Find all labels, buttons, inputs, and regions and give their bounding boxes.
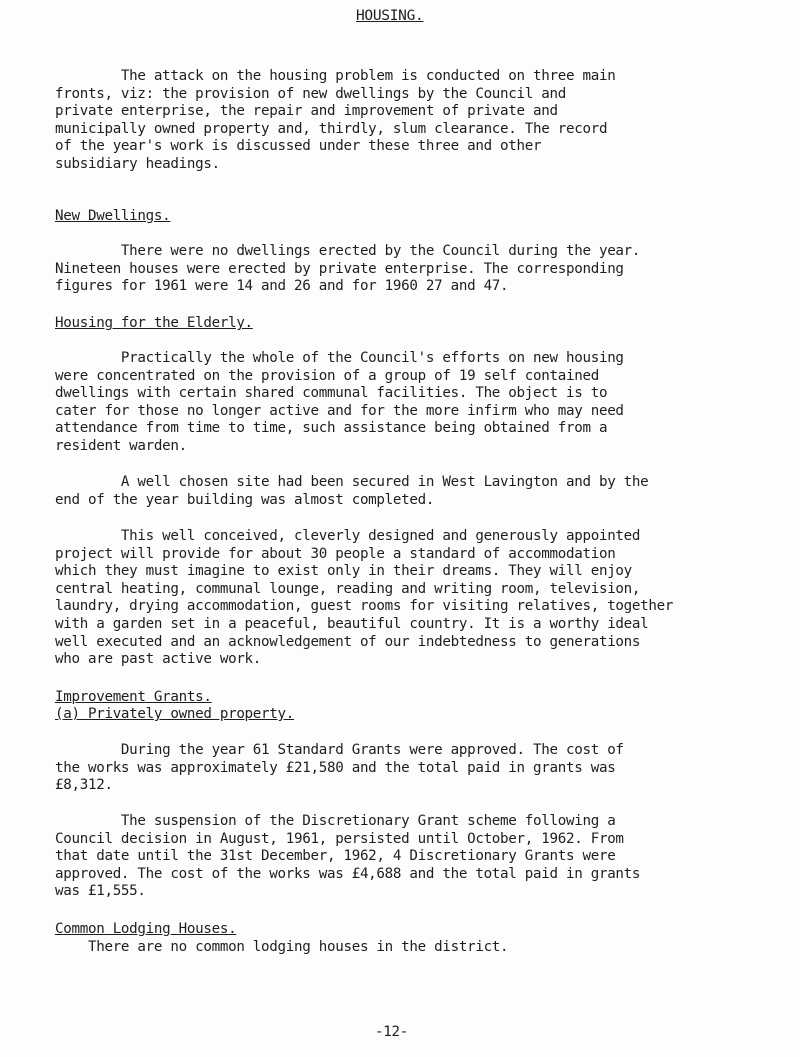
improvement-paragraph-1 <box>55 742 800 795</box>
text-line: The attack on the housing problem is conducted on three main <box>55 68 616 84</box>
text-line: £8,312. <box>55 777 113 794</box>
text-line: with a garden set in a peaceful, beautiful country. It is a worthy ideal <box>55 615 649 632</box>
text-line: of the year's work is discussed under these three and other <box>55 138 542 155</box>
text-line: which they must imagine to exist only in their dreams. They will enjoy <box>55 563 632 580</box>
text-line: private enterprise, the repair and improvement of private and <box>55 103 558 120</box>
text-line: cater for those no longer active and for the more infirm who may need <box>55 402 624 419</box>
text-line: attendance from time to time, such assistance being obtained from a <box>55 420 608 437</box>
text-line: There were no dwellings erected by the Council during the year. <box>55 243 641 259</box>
improvement-paragraph-2 <box>55 813 800 901</box>
text-line: This well conceived, cleverly designed and generously appointed <box>55 528 641 544</box>
text-line: A well chosen site had been secured in West Lavington and by the <box>55 474 649 490</box>
section-heading-elderly: Housing for the Elderly. <box>55 315 253 331</box>
text-line: Practically the whole of the Council's efforts on new housing <box>55 350 624 366</box>
page-number: -12- <box>375 1024 408 1040</box>
text-line: who are past active work. <box>55 651 262 668</box>
text-line: municipally owned property and, thirdly, slum clearance. The record <box>55 120 608 137</box>
section-heading-new-dwellings: New Dwellings. <box>55 208 171 224</box>
text-line: approved. The cost of the works was £4,688 and the total paid in grants <box>55 865 641 882</box>
text-line: Council decision in August, 1961, persisted until October, 1962. From <box>55 830 624 847</box>
elderly-paragraph-1 <box>55 350 800 456</box>
elderly-paragraph-2 <box>55 474 800 509</box>
text-line: well executed and an acknowledgement of our indebtedness to generations <box>55 633 641 650</box>
text-line: end of the year building was almost completed. <box>55 491 435 508</box>
section-heading-lodging-houses: Common Lodging Houses. <box>55 921 237 937</box>
text-line: subsidiary headings. <box>55 155 220 172</box>
text-line: laundry, drying accommodation, guest rooms for visiting relatives, together <box>55 598 674 615</box>
lodging-paragraph <box>55 939 800 957</box>
text-line: Nineteen houses were erected by private enterprise. The corresponding <box>55 260 624 277</box>
text-line: There are no common lodging houses in the district. <box>55 939 509 955</box>
text-line: central heating, communal lounge, reading and writing room, television, <box>55 580 641 597</box>
text-line: project will provide for about 30 people a standard of accommodation <box>55 545 616 562</box>
subsection-heading-privately-owned: (a) Privately owned property. <box>55 706 295 722</box>
section-heading-improvement-grants: Improvement Grants. <box>55 689 212 705</box>
page-title: HOUSING. <box>356 8 424 24</box>
text-line: fronts, viz: the provision of new dwellings by the Council and <box>55 85 566 102</box>
text-line: dwellings with certain shared communal facilities. The object is to <box>55 385 608 402</box>
text-line: The suspension of the Discretionary Grant scheme following a <box>55 813 616 829</box>
text-line: resident warden. <box>55 437 187 454</box>
intro-paragraph <box>55 68 800 174</box>
text-line: was £1,555. <box>55 883 146 900</box>
text-line: figures for 1961 were 14 and 26 and for 1960 27 and 47. <box>55 278 509 295</box>
new-dwellings-paragraph <box>55 243 800 296</box>
text-line: During the year 61 Standard Grants were approved. The cost of <box>55 742 624 758</box>
elderly-paragraph-3 <box>55 528 800 669</box>
text-line: the works was approximately £21,580 and the total paid in grants was <box>55 759 616 776</box>
text-line: were concentrated on the provision of a group of 19 self contained <box>55 367 599 384</box>
text-line: that date until the 31st December, 1962, 4 Discretionary Grants were <box>55 848 616 865</box>
